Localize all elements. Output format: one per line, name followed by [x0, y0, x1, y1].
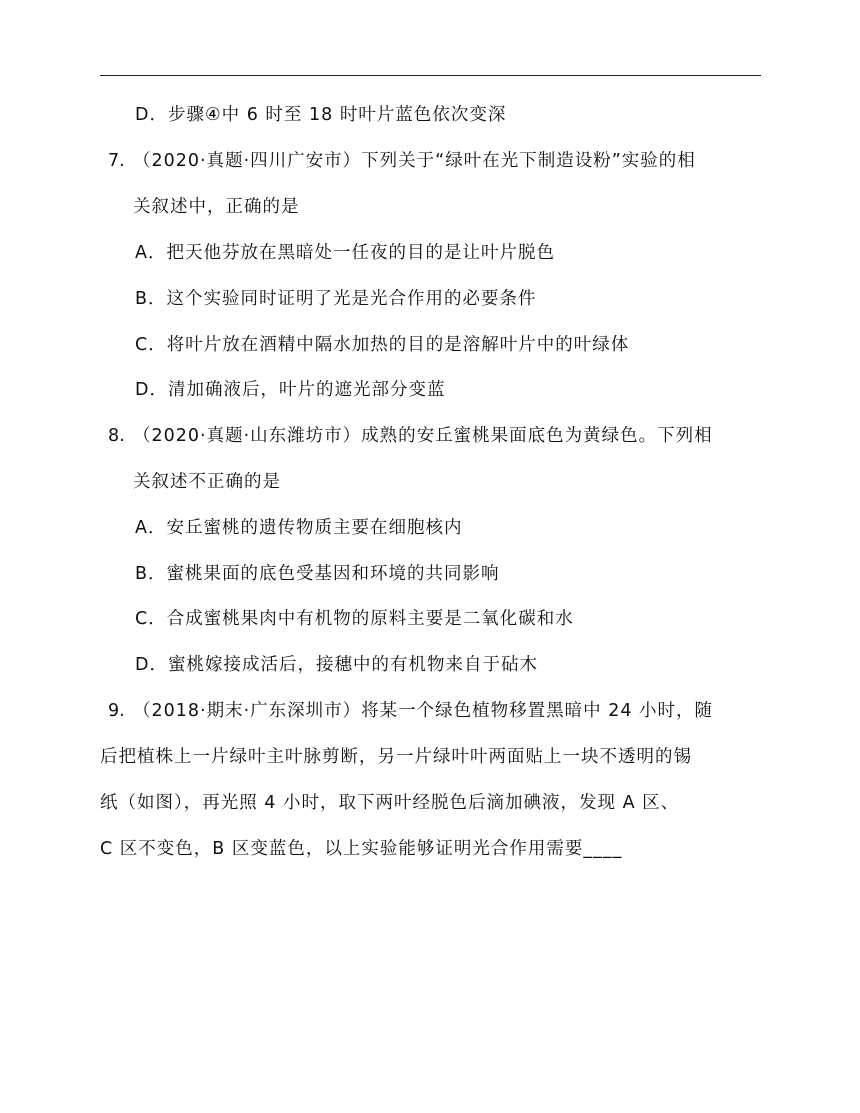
q9-stem-line3: 纸（如图），再光照 4 小时，取下两叶经脱色后滴加碘液，发现 A 区、: [100, 793, 680, 813]
q7-option-b: B．这个实验同时证明了光是光合作用的必要条件: [135, 289, 537, 309]
q7-stem-line2: 关叙述中，正确的是: [133, 197, 300, 217]
q8-option-d: D．蜜桃嫁接成活后，接穗中的有机物来自于砧木: [135, 655, 538, 675]
q8-option-c: C．合成蜜桃果肉中有机物的原料主要是二氧化碳和水: [135, 609, 574, 629]
q8-option-a: A．安丘蜜桃的遗传物质主要在细胞核内: [135, 518, 463, 538]
q9-stem-line1: （2018·期末·广东深圳市）将某一个绿色植物移置黑暗中 24 小时，随: [133, 701, 714, 721]
q8-stem-line2: 关叙述不正确的是: [133, 472, 281, 492]
q7-option-c: C．将叶片放在酒精中隔水加热的目的是溶解叶片中的叶绿体: [135, 335, 630, 355]
q6-option-d: D．步骤④中 6 时至 18 时叶片蓝色依次变深: [135, 105, 507, 125]
q8-stem-line1: （2020·真题·山东潍坊市）成熟的安丘蜜桃果面底色为黄绿色。下列相: [133, 426, 713, 446]
header-rule: [100, 75, 761, 76]
q9-number: 9.: [108, 701, 125, 721]
q8-option-b: B．蜜桃果面的底色受基因和环境的共同影响: [135, 564, 500, 584]
q9-stem-line4: C 区不变色，B 区变蓝色，以上实验能够证明光合作用需要____: [100, 839, 623, 859]
q8-number: 8.: [108, 426, 125, 446]
q9-stem-line2: 后把植株上一片绿叶主叶脉剪断，另一片绿叶叶两面贴上一块不透明的锡: [100, 747, 692, 767]
q7-number: 7.: [108, 151, 125, 171]
q7-stem-line1: （2020·真题·四川广安市）下列关于“绿叶在光下制造设粉”实验的相: [133, 151, 696, 171]
q7-option-d: D．清加确液后，叶片的遮光部分变蓝: [135, 380, 446, 400]
q7-option-a: A．把天他芬放在黑暗处一任夜的目的是让叶片脱色: [135, 243, 555, 263]
